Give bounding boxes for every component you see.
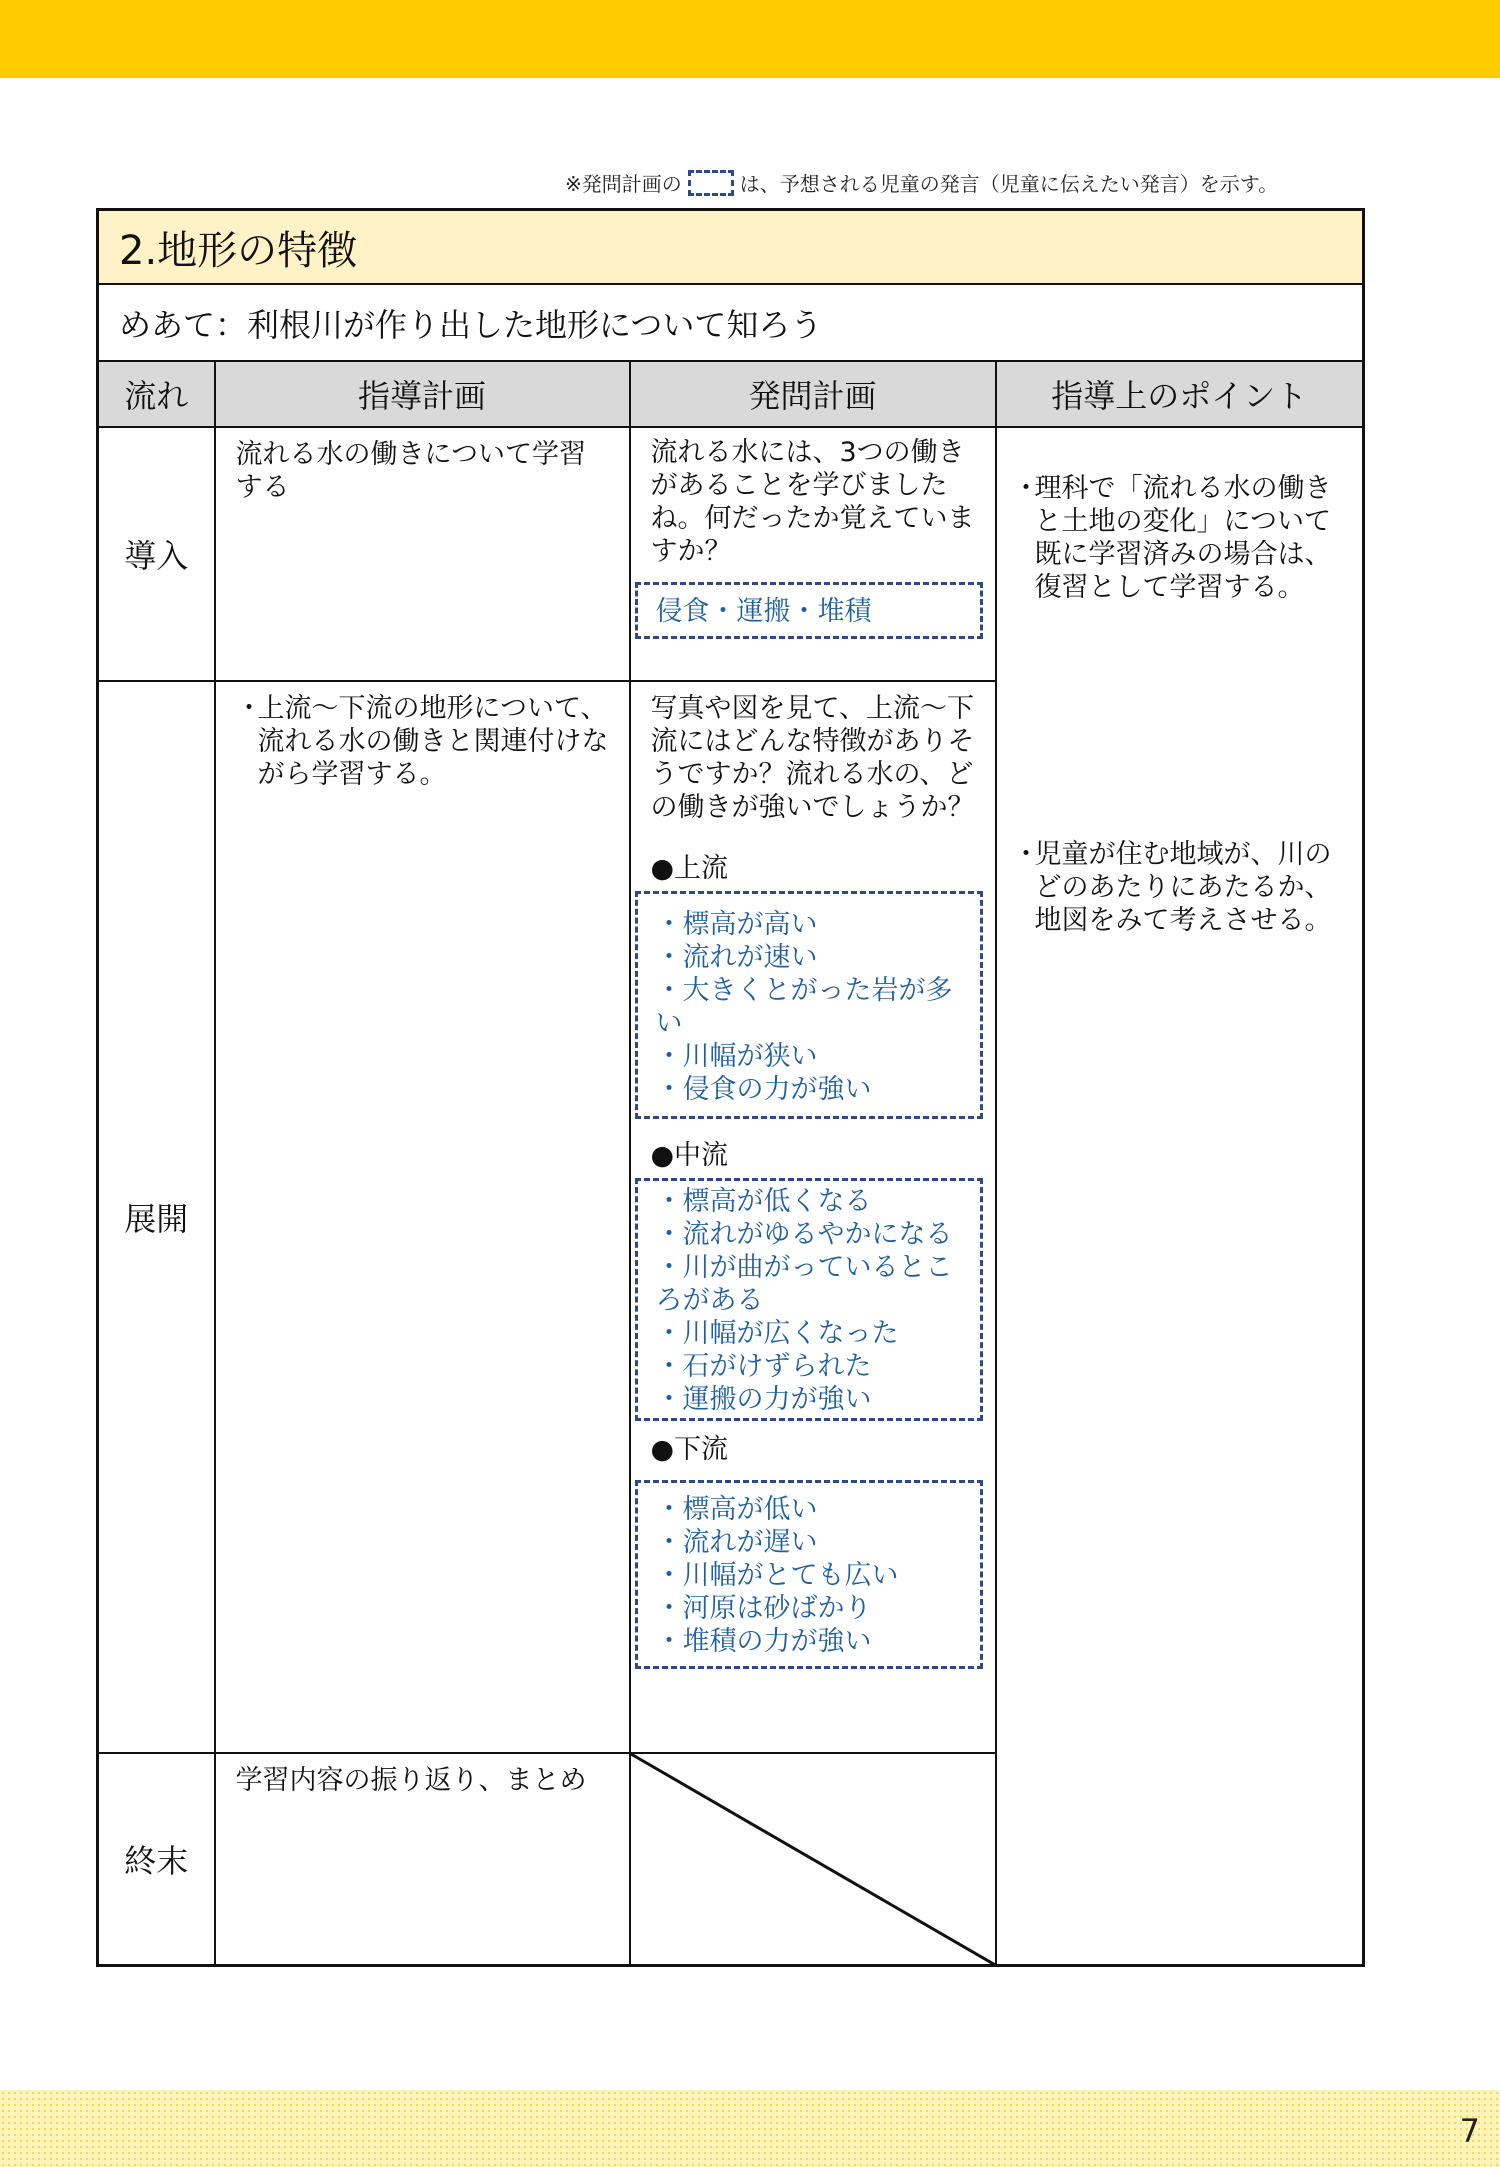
lesson-goal: めあて：利根川が作り出した地形について知ろう [98,284,1364,361]
legend-suffix: は、予想される児童の発言（児童に伝えたい発言）を示す。 [739,172,1279,196]
bullet-dot: ・ [235,693,263,724]
intro-point [1013,472,1345,604]
lower-heading: ●下流 [650,1434,729,1465]
intro-guidance-cell [215,427,630,681]
lower-answer-box [635,1480,983,1669]
closing-guidance-cell [215,1753,630,1965]
bullet-dot: ・ [1012,473,1040,504]
intro-question: 流れる水には、3つの働きがあることを学びましたね。何だったか覚えていますか？ [650,437,975,567]
intro-guidance: 流れる水の働きについて学習する [235,439,586,503]
diagonal-slash [631,1754,997,1966]
lower-item: ・標高が低い [655,1494,818,1525]
development-guidance [216,682,629,791]
bottom-banner [0,2090,1500,2167]
development-question: 写真や図を見て、上流～下流にはどんな特徴がありそうですか？流れる水の、どの働きが強いでしょうか？ [650,693,975,823]
stage-development-label: 展開 [98,681,215,1753]
upper-item: ・川幅が狭い [655,1041,818,1072]
legend-prefix: ※発問計画の [565,172,682,196]
intro-point-text: 理科で「流れる水の働きと土地の変化」について既に学習済みの場合は、復習として学習する。 [1034,473,1332,603]
lower-item: ・川幅がとても広い [655,1560,899,1591]
middle-item: ・川幅が広くなった [655,1318,899,1349]
upper-heading: ●上流 [650,853,729,884]
points-cell [996,427,1364,1965]
middle-item: ・標高が低くなる [655,1186,872,1217]
development-guidance-cell [215,681,630,1753]
middle-heading: ●中流 [650,1140,729,1171]
header-points: 指導上のポイント [996,361,1364,427]
bullet-dot: ・ [1012,839,1040,870]
stage-closing-label: 終末 [98,1753,215,1965]
lower-item: ・河原は砂ばかり [655,1593,872,1624]
upper-answer-box [635,891,983,1119]
intro-answer-box [635,582,983,639]
lesson-plan-table [96,208,1365,1967]
lower-item: ・堆積の力が強い [655,1626,872,1657]
middle-item: ・流れがゆるやかになる [655,1219,953,1250]
upper-item: ・侵食の力が強い [655,1074,872,1105]
header-guidance-plan: 指導計画 [215,361,630,427]
intro-question-cell [630,427,996,681]
development-guidance-text: 上流～下流の地形について、流れる水の働きと関連付けながら学習する。 [257,693,609,790]
header-flow: 流れ [98,361,215,427]
development-point [1013,838,1345,937]
middle-answer-box [635,1178,983,1421]
closing-guidance: 学習内容の振り返り、まとめ [235,1765,587,1796]
upper-item: ・大きくとがった岩が多い [655,975,953,1039]
stage-intro-label: 導入 [98,427,215,681]
upper-item: ・標高が高い [655,909,818,940]
top-banner [0,0,1500,78]
intro-answer: 侵食・運搬・堆積 [655,596,872,627]
lower-item: ・流れが遅い [655,1527,818,1558]
section-title: 2.地形の特徴 [98,210,1364,285]
development-question-cell [630,681,996,1753]
middle-item: ・運搬の力が強い [655,1384,872,1415]
middle-item: ・川が曲がっているところがある [655,1252,953,1316]
closing-question-cell [630,1753,996,1965]
legend-note [565,168,1278,197]
middle-item: ・石がけずられた [655,1351,872,1382]
dashed-box-sample [688,170,734,196]
header-question-plan: 発問計画 [630,361,996,427]
development-point-text: 児童が住む地域が、川のどのあたりにあたるか、地図をみて考えさせる。 [1034,839,1332,936]
upper-item: ・流れが速い [655,942,818,973]
page-number: 7 [1459,2112,1480,2150]
